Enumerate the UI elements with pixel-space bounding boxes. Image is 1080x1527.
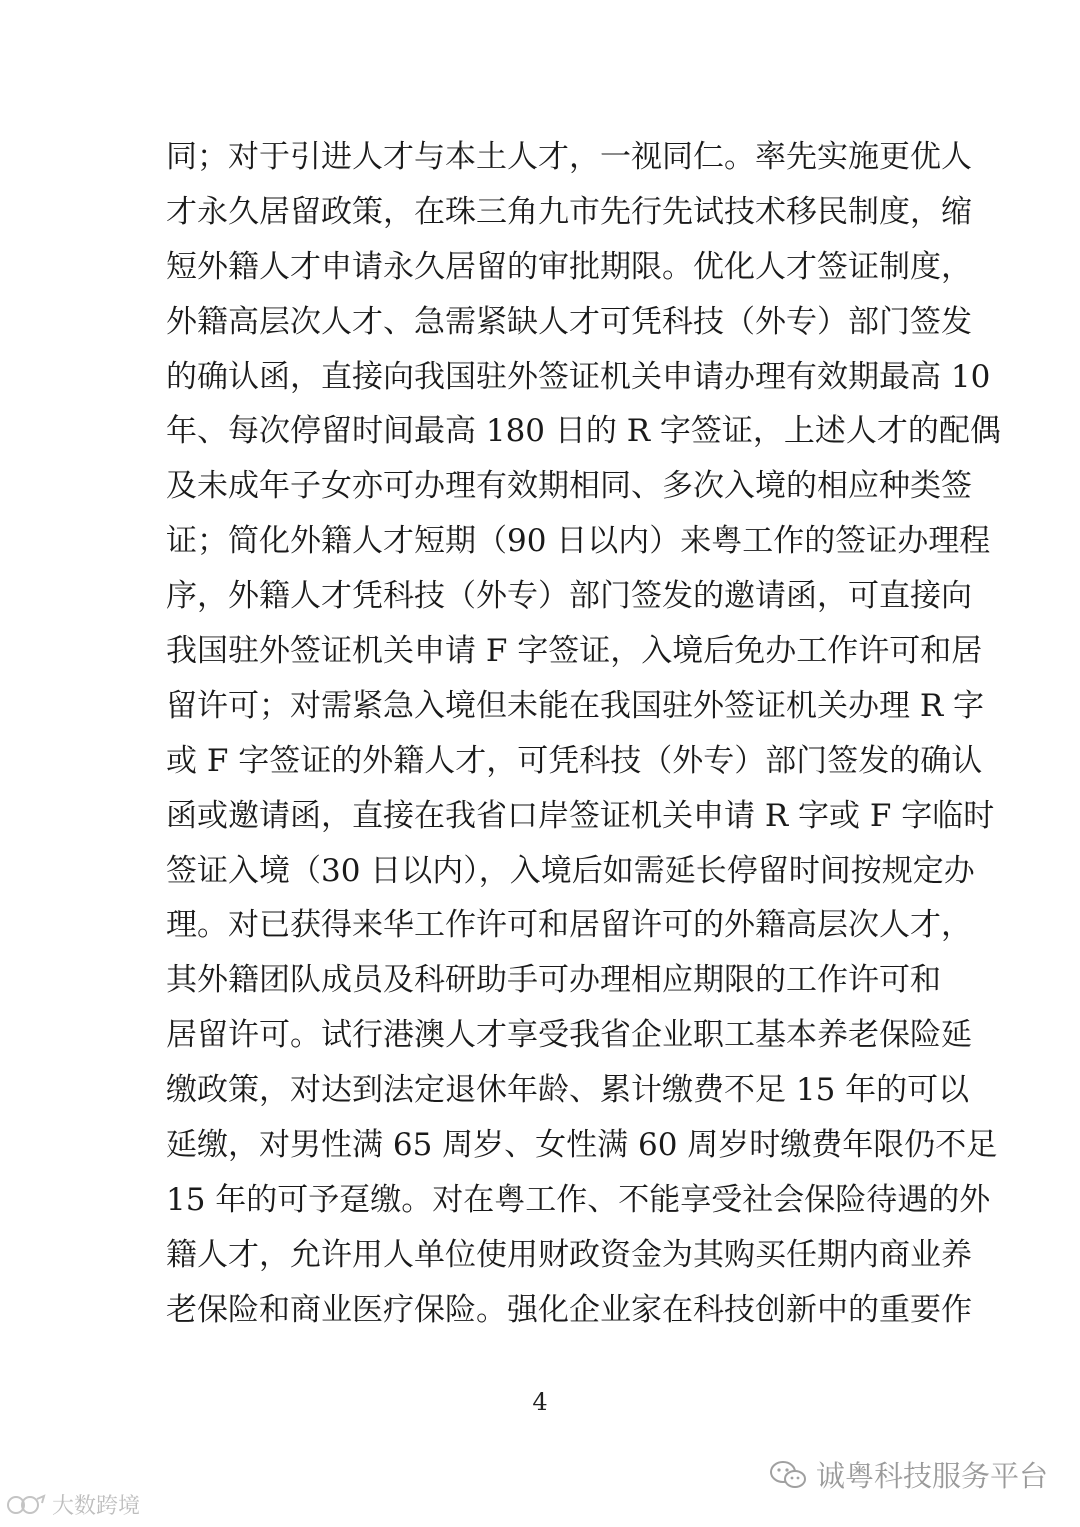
text-line: 理。对已获得来华工作许可和居留许可的外籍高层次人才， [166,907,972,944]
text-line: 缴政策，对达到法定退休年龄、累计缴费不足 15 年的可以 [166,1072,970,1109]
body-text [166,130,1001,1338]
text-line: 的确认函，直接向我国驻外签证机关申请办理有效期最高 10 [166,358,991,395]
text-line: 留许可；对需紧急入境但未能在我国驻外签证机关办理 R 字 [166,687,985,724]
text-line: 延缴，对男性满 65 周岁、女性满 60 周岁时缴费年限仍不足 [166,1127,998,1164]
watermark-left [6,1489,140,1520]
wechat-icon [768,1459,808,1491]
text-line: 同；对于引进人才与本土人才，一视同仁。率先实施更优人 [166,139,972,175]
text-line: 年、每次停留时间最高 180 日的 R 字签证，上述人才的配偶 [166,413,1001,450]
text-line: 其外籍团队成员及科研助手可办理相应期限的工作许可和 [166,962,941,999]
text-line: 或 F 字签证的外籍人才，可凭科技（外专）部门签发的确认 [166,742,983,779]
text-line: 短外籍人才申请永久居留的审批期限。优化人才签证制度， [166,248,972,285]
text-line: 老保险和商业医疗保险。强化企业家在科技创新中的重要作 [166,1291,972,1328]
text-line: 我国驻外签证机关申请 F 字签证，入境后免办工作许可和居 [166,633,983,670]
brand-logo-icon [6,1493,46,1517]
text-line: 外籍高层次人才、急需紧缺人才可凭科技（外专）部门签发 [166,303,972,340]
text-line: 及未成年子女亦可办理有效期相同、多次入境的相应种类签 [166,468,972,505]
page-number: 4 [532,1388,548,1416]
text-line: 证；简化外籍人才短期（90 日以内）来粤工作的签证办理程 [166,523,991,560]
watermark-left-text: 大数跨境 [52,1494,141,1519]
text-line: 签证入境（30 日以内），入境后如需延长停留时间按规定办 [166,852,975,889]
text-line: 居留许可。试行港澳人才享受我省企业职工基本养老保险延 [166,1017,972,1054]
text-line: 15 年的可予趸缴。对在粤工作、不能享受社会保险待遇的外 [166,1181,991,1218]
text-line: 才永久居留政策，在珠三角九市先行先试技术移民制度，缩 [166,193,972,230]
text-line: 序，外籍人才凭科技（外专）部门签发的邀请函，可直接向 [166,578,972,615]
text-line: 函或邀请函，直接在我省口岸签证机关申请 R 字或 F 字临时 [166,797,995,834]
watermark-right-text: 诚粤科技服务平台 [815,1459,1048,1493]
text-line: 籍人才，允许用人单位使用财政资金为其购买任期内商业养 [166,1236,972,1273]
watermark-right [768,1454,1048,1495]
